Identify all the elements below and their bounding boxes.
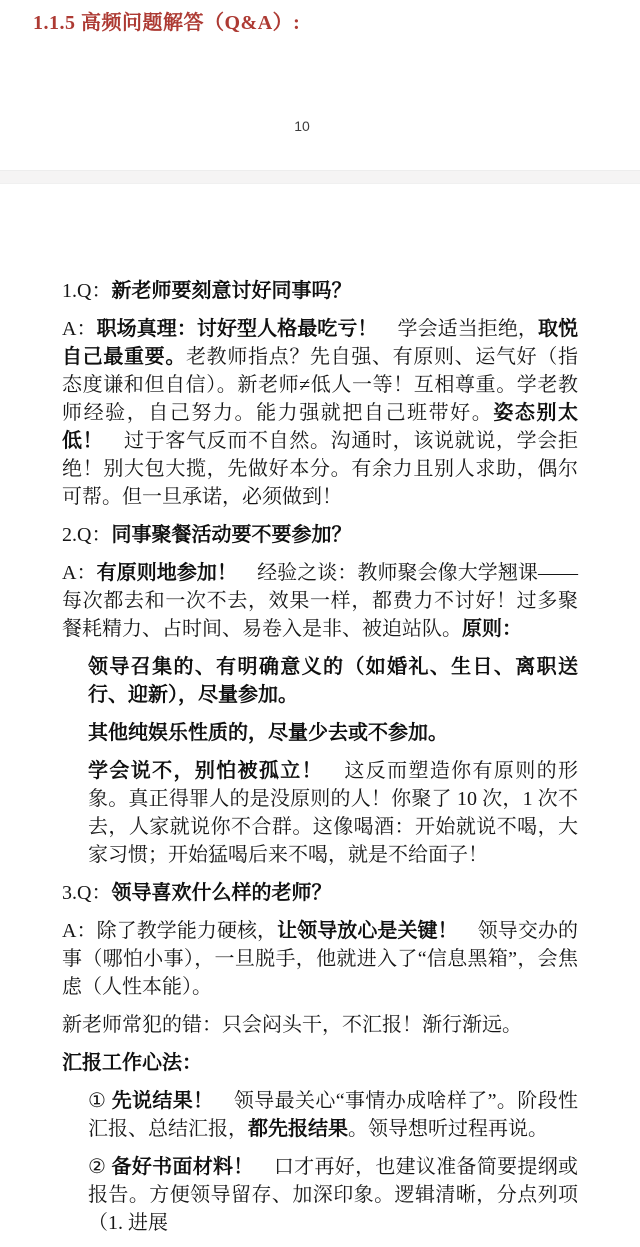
text-run-bold: 先说结果！ — [111, 1090, 214, 1112]
text-run: ② — [88, 1156, 112, 1178]
text-run: 口才再好，也建议准备简要提纲或报告。方便领导留存、加深印象。逻辑清晰，分点列项（1. 进展 — [88, 1156, 579, 1234]
text-run-bold: 姿态别太低！ — [62, 402, 579, 452]
text-run-bold: 职场真理：讨好型人格最吃亏！ — [96, 318, 378, 340]
paragraph-answer — [62, 315, 578, 511]
paragraph-answer — [62, 559, 578, 643]
text-run: 1.Q： — [62, 280, 112, 302]
paragraph-question — [62, 879, 578, 907]
paragraph-plain — [62, 1011, 578, 1039]
text-run-bold: 取悦自己最重要。 — [62, 318, 579, 368]
text-run: 学会适当拒绝， — [377, 318, 538, 340]
text-run-bold: 汇报工作心法： — [62, 1052, 202, 1074]
paragraph-rule — [88, 757, 578, 869]
text-run: 。领导想听过程再说。 — [348, 1118, 548, 1140]
text-run-bold: 同事聚餐活动要不要参加？ — [111, 524, 352, 546]
paragraph-rule — [88, 653, 578, 709]
text-run-bold: 新老师要刻意讨好同事吗？ — [111, 280, 352, 302]
text-run: 领导交办的事（哪怕小事），一旦脱手，他就进入了“信息黑箱”，会焦虑（人性本能）。 — [62, 920, 578, 998]
text-run-bold: 学会说不，别怕被孤立！ — [88, 760, 323, 782]
text-run: 3.Q： — [62, 882, 112, 904]
text-run-bold: 让领导放心是关键！ — [277, 920, 458, 942]
text-run: ① — [88, 1090, 112, 1112]
paragraph-answer — [62, 917, 578, 1001]
text-run: 过于客气反而不自然。沟通时，该说就说，学会拒绝！别大包大揽，先做好本分。有余力且别人求助，偶尔可帮。但一旦承诺，必须做到！ — [62, 430, 579, 508]
paragraph-plain — [62, 1049, 578, 1077]
paragraph-question — [62, 277, 578, 305]
text-run: 老教师指点？先自强、有原则、运气好（指态度谦和但自信）。新老师≠低人一等！互相尊重。学老教师经验，自己努力。能力强就把自己班带好。 — [62, 346, 578, 424]
text-run: 2.Q： — [62, 524, 112, 546]
text-run: 新老师常犯的错：只会闷头干，不汇报！渐行渐远。 — [62, 1014, 522, 1036]
page-gap-divider — [0, 170, 640, 184]
document-body — [62, 277, 578, 1247]
paragraph-numbered — [88, 1153, 578, 1237]
paragraph-question — [62, 521, 578, 549]
text-run-bold: 都先报结果 — [248, 1118, 348, 1140]
text-run-bold: 原则： — [462, 618, 522, 640]
text-run-bold: 领导召集的、有明确意义的（如婚礼、生日、离职送行、迎新），尽量参加。 — [88, 656, 578, 706]
section-heading: 1.1.5 高频问题解答（Q&A）: — [33, 12, 301, 34]
text-run: 经验之谈：教师聚会像大学翘课——每次都去和一次不去，效果一样，都费力不讨好！过多聚餐耗精力、占时间、易卷入是非、被迫站队。 — [62, 562, 578, 640]
page-number: 10 — [294, 118, 310, 134]
text-run-bold: 其他纯娱乐性质的，尽量少去或不参加。 — [88, 722, 448, 744]
text-run: A：除了教学能力硬核， — [62, 920, 278, 942]
text-run: 这反而塑造你有原则的形象。真正得罪人的是没原则的人！你聚了 10 次，1 次不去，人家就说你不合群。这像喝酒：开始就说不喝，大家习惯；开始猛喝后来不喝，就是不给面子！ — [88, 760, 578, 866]
paragraph-numbered — [88, 1087, 578, 1143]
text-run: A： — [62, 562, 97, 584]
text-run: 领导最关心“事情办成啥样了”。阶段性汇报、总结汇报， — [88, 1090, 578, 1140]
text-run-bold: 领导喜欢什么样的老师？ — [111, 882, 332, 904]
paragraph-rule — [88, 719, 578, 747]
text-run-bold: 有原则地参加！ — [96, 562, 238, 584]
text-run-bold: 备好书面材料！ — [111, 1156, 254, 1178]
text-run: A： — [62, 318, 97, 340]
